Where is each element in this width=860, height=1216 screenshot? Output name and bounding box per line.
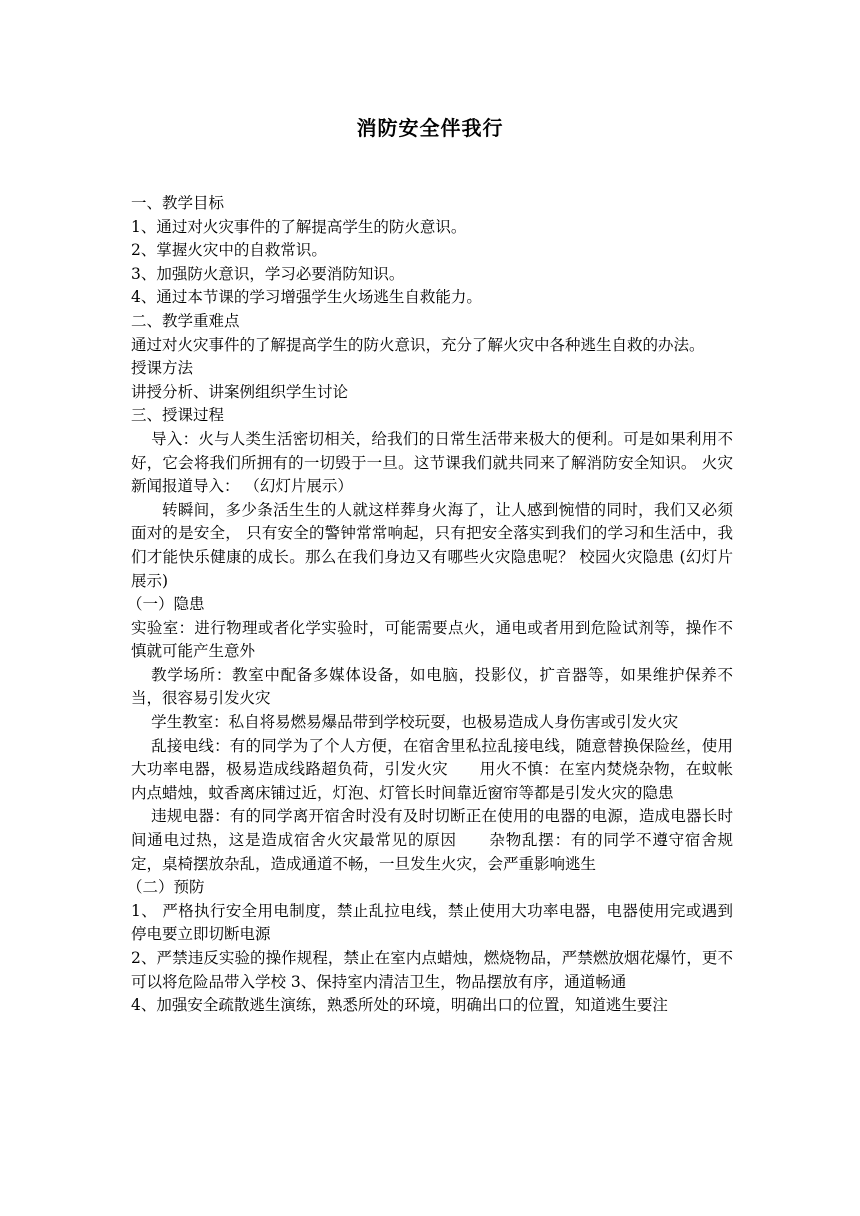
teaching-method-paragraph: 讲授分析、讲案例组织学生讨论 bbox=[131, 382, 349, 401]
heading-teaching-goals: 一、教学目标 bbox=[131, 194, 225, 212]
goal-item: 1、通过对火灾事件的了解提高学生的防火意识。 bbox=[131, 217, 467, 236]
goal-item: 2、掌握火灾中的自救常识。 bbox=[131, 241, 327, 260]
document-title: 消防安全伴我行 bbox=[356, 116, 504, 140]
heading-teaching-method: 授课方法 bbox=[131, 359, 194, 378]
goal-item: 3、加强防火意识，学习必要消防知识。 bbox=[131, 264, 405, 283]
prevention-item: 2、严禁违反实验的操作规程，禁止在室内点蜡烛，燃烧物品，严禁燃放烟花爆竹，更不可以将危险品带入学校 3、保持室内清洁卫生，物品摆放有序，通道畅通 bbox=[131, 949, 733, 991]
prevention-item: 4、加强安全疏散逃生演练，熟悉所处的环境，明确出口的位置，知道逃生要注 bbox=[131, 996, 668, 1015]
document-body bbox=[127, 192, 733, 1018]
hazard-appliance-paragraph: 违规电器：有的同学离开宿舍时没有及时切断正在使用的电器的电源，造成电器长时间通电过热，这是造成宿舍火灾最常见的原因 杂物乱摆：有的同学不遵守宿舍规定，桌椅摆放杂乱，造成通道不畅，一旦发生火灾，会严重影响逃生 bbox=[131, 807, 733, 873]
hazard-classroom-paragraph: 学生教室：私自将易燃易爆品带到学校玩耍，也极易造成人身伤害或引发火灾 bbox=[151, 713, 679, 732]
key-points-paragraph: 通过对火灾事件的了解提高学生的防火意识，充分了解火灾中各种逃生自救的办法。 bbox=[131, 335, 705, 354]
hazard-lab-paragraph: 实验室：进行物理或者化学实验时，可能需要点火，通电或者用到危险试剂等，操作不慎就可能产生意外 bbox=[131, 618, 733, 661]
hazard-wiring-paragraph: 乱接电线：有的同学为了个人方便，在宿舍里私拉乱接电线，随意替换保险丝，使用大功率电器，极易造成线路超负荷，引发火灾 用火不慎：在室内焚烧杂物，在蚊帐内点蜡烛，蚊香离床铺过近，灯泡、灯管长时间靠近窗帘等都是引发火灾的隐患 bbox=[131, 736, 733, 802]
hazard-teaching-area-paragraph: 教学场所：教室中配备多媒体设备，如电脑，投影仪，扩音器等，如果维护保养不当，很容易引发火灾 bbox=[131, 665, 733, 708]
heading-hazards: （一）隐患 bbox=[127, 595, 205, 614]
intro-paragraph: 导入：火与人类生活密切相关，给我们的日常生活带来极大的便利。可是如果利用不好，它会将我们所拥有的一切毁于一旦。这节课我们就共同来了解消防安全知识。 火灾新闻报道导入： （幻灯片展示） bbox=[131, 429, 733, 496]
prevention-item: 1、 严格执行安全用电制度，禁止乱拉电线，禁止使用大功率电器，电器使用完或遇到停电要立即切断电源 bbox=[131, 901, 733, 944]
heading-prevention: （二）预防 bbox=[127, 878, 205, 897]
heading-teaching-process: 三、授课过程 bbox=[131, 406, 225, 425]
transition-paragraph: 转瞬间，多少条活生生的人就这样葬身火海了，让人感到惋惜的同时，我们又必须面对的是安全， 只有安全的警钟常常响起，只有把安全落实到我们的学习和生活中，我们才能快乐健康的成长。那么在我们身边又有哪些火灾隐患呢？ 校园火灾隐患 (幻灯片展示) bbox=[131, 500, 733, 590]
goal-item: 4、通过本节课的学习增强学生火场逃生自救能力。 bbox=[131, 288, 482, 307]
heading-key-points: 二、教学重难点 bbox=[131, 311, 240, 330]
